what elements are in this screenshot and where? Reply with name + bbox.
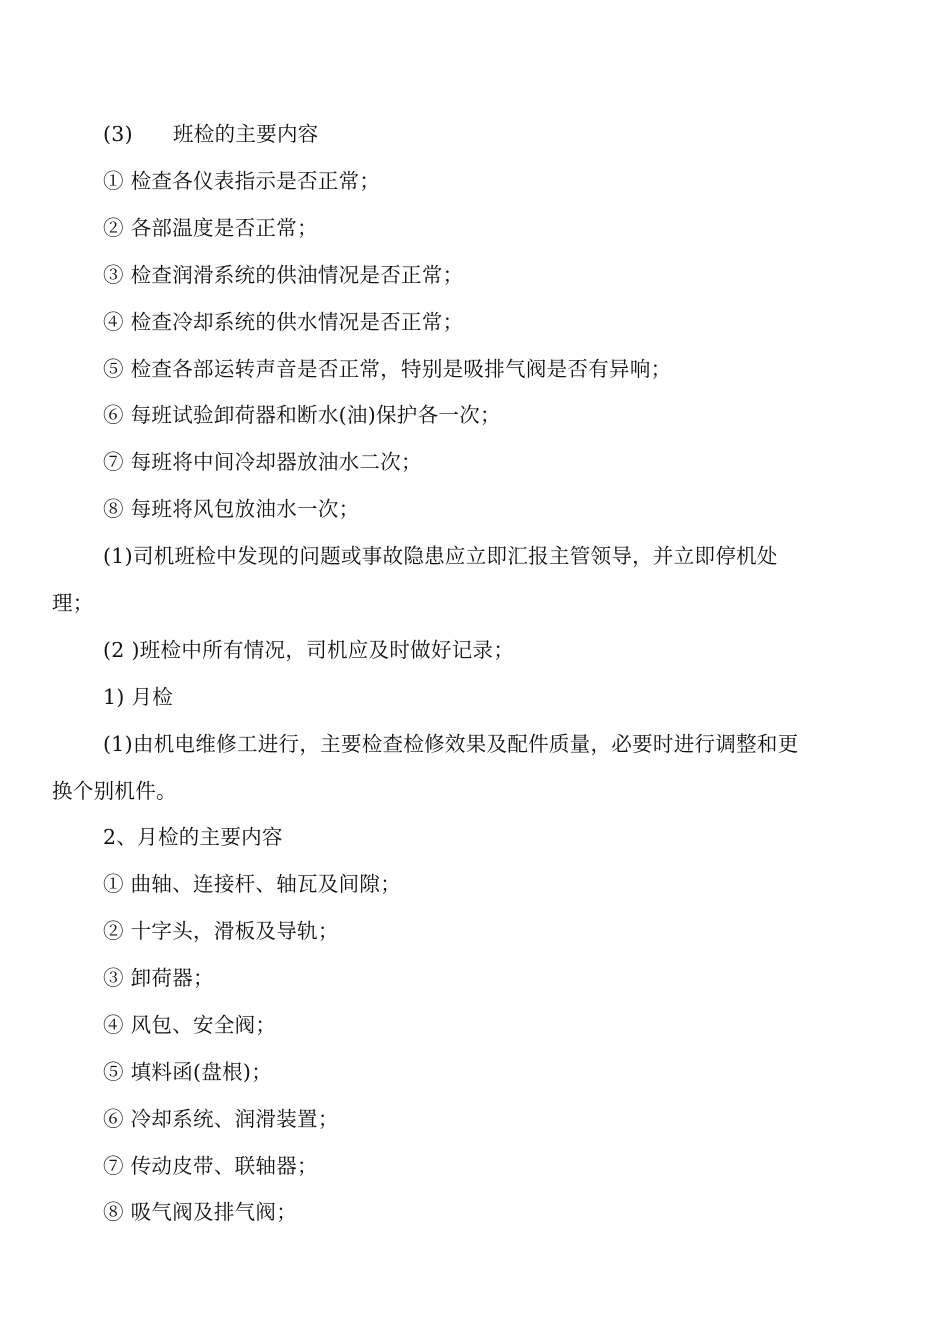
section-title: 班检的主要内容 <box>173 122 319 146</box>
list-item: ③ 卸荷器； <box>103 966 214 990</box>
paragraph-line: (2 )班检中所有情况，司机应及时做好记录； <box>103 638 515 662</box>
section-number: (3) <box>103 122 133 146</box>
list-item: ① 检查各仪表指示是否正常； <box>103 169 381 193</box>
paragraph-line-continuation: 换个别机件。 <box>52 779 177 803</box>
list-item: ② 十字头，滑板及导轨； <box>103 919 339 943</box>
paragraph-line: (1)司机班检中发现的问题或事故隐患应立即汇报主管领导，并立即停机处 <box>103 544 778 568</box>
list-item: ④ 风包、安全阀； <box>103 1013 277 1037</box>
list-item: ② 各部温度是否正常； <box>103 216 318 240</box>
list-item: ⑧ 每班将风包放油水一次； <box>103 497 360 521</box>
section-heading-monthly-content: 2、月检的主要内容 <box>103 825 283 849</box>
list-item: ⑥ 每班试验卸荷器和断水(油)保护各一次； <box>103 403 501 427</box>
paragraph-line-continuation: 理； <box>52 591 94 615</box>
list-item: ① 曲轴、连接杆、轴瓦及间隙； <box>103 872 402 896</box>
list-item: ⑤ 填料函(盘根)； <box>103 1060 273 1084</box>
list-item: ⑧ 吸气阀及排气阀； <box>103 1200 298 1224</box>
list-item: ⑦ 每班将中间冷却器放油水二次； <box>103 450 422 474</box>
list-item: ③ 检查润滑系统的供油情况是否正常； <box>103 263 464 287</box>
list-item: ⑥ 冷却系统、润滑装置； <box>103 1107 339 1131</box>
paragraph-line: (1)由机电维修工进行，主要检查检修效果及配件质量，必要时进行调整和更 <box>103 732 799 756</box>
list-item: ⑦ 传动皮带、联轴器； <box>103 1154 318 1178</box>
section-heading-shift-inspection <box>103 120 903 148</box>
section-heading-monthly-inspection: 1) 月检 <box>103 685 174 709</box>
list-item: ④ 检查冷却系统的供水情况是否正常； <box>103 310 464 334</box>
list-item: ⑤ 检查各部运转声音是否正常，特别是吸排气阀是否有异响； <box>103 357 672 381</box>
